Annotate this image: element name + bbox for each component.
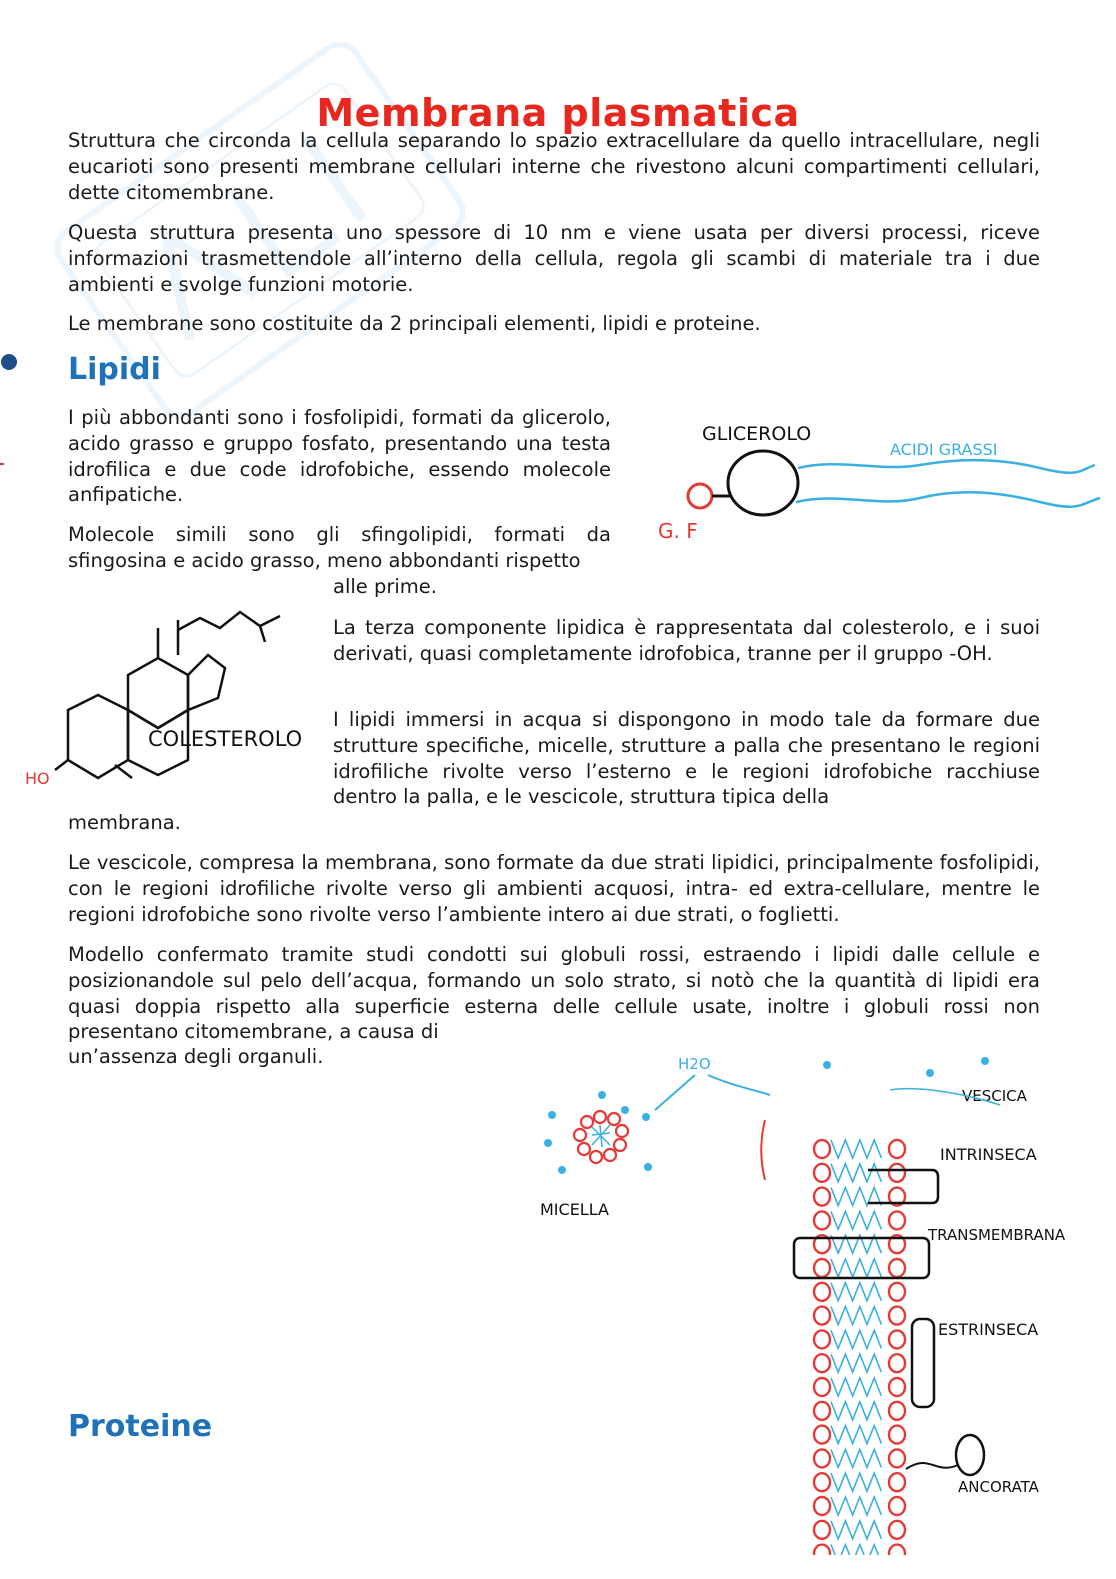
- acidi-grassi-label: ACIDI GRASSI: [890, 440, 998, 459]
- paragraph-components: Le membrane sono costituite da 2 principali elementi, lipidi e proteine.: [68, 312, 761, 335]
- lipid-tail: [831, 1354, 881, 1372]
- lipid-head-inner: [889, 1354, 905, 1372]
- lipid-head-outer: [814, 1378, 830, 1396]
- protein-estrinseca-icon: [912, 1319, 934, 1407]
- lipid-head-outer: [814, 1188, 830, 1206]
- colesterolo-label: COLESTEROLO: [148, 727, 303, 751]
- lipid-tail: [831, 1402, 881, 1420]
- ancorata-label: ANCORATA: [958, 1478, 1039, 1496]
- lipid-head-inner: [889, 1307, 905, 1325]
- estrinseca-label: ESTRINSECA: [938, 1320, 1039, 1339]
- glycerol-head-icon: [728, 451, 798, 515]
- lipid-tail: [831, 1259, 881, 1277]
- lipid-tail: [831, 1545, 881, 1555]
- heading-proteine: Proteine: [68, 1409, 213, 1444]
- lipid-head-inner: [889, 1521, 905, 1539]
- phosphate-group-icon: [688, 484, 712, 508]
- lipid-tail: [831, 1164, 881, 1182]
- lipid-head-inner: [889, 1378, 905, 1396]
- water-arrows: [655, 1075, 770, 1110]
- heading-lipidi: Lipidi: [68, 352, 161, 387]
- margin-dot-icon: [0, 353, 18, 371]
- paragraph-globuli-rossi: Modello confermato tramite studi condotti sui globuli rossi, estraendo i lipidi dalle cellule e posizionandole sul pelo dell’acqua, formando un solo strato, si notò che la quantità di lipidi era quasi doppia rispetto alla superficie esterna delle cellule usate, inoltre i globuli rossi non presentano citomembrane, a causa di: [68, 943, 1040, 1044]
- paragraph-micelle-end: membrana.: [68, 811, 181, 834]
- lipid-head-outer: [814, 1473, 830, 1491]
- lipid-tail: [831, 1521, 881, 1539]
- h2o-label: H2O: [678, 1055, 711, 1073]
- paragraph-intro: Struttura che circonda la cellula separando lo spazio extracellulare da quello intracellulare, negli eucarioti sono presenti membrane cellulari interne che rivestono alcuni compartimenti cellulari, dette citomembrane.: [68, 129, 1040, 204]
- lipid-tail: [831, 1211, 881, 1229]
- fatty-acid-tail-lower: [796, 492, 1100, 507]
- lipid-head-outer: [814, 1259, 830, 1277]
- lipid-head-outer: [814, 1211, 830, 1229]
- fatty-acid-tail-upper: [798, 460, 1095, 473]
- vescicola-label: VESCICA: [962, 1087, 1027, 1105]
- lipid-tail: [831, 1378, 881, 1396]
- lipid-head-inner: [889, 1402, 905, 1420]
- lipid-head-inner: [889, 1473, 905, 1491]
- lipid-head-outer: [814, 1521, 830, 1539]
- lipid-tail: [831, 1473, 881, 1491]
- intrinseca-label: INTRINSECA: [940, 1145, 1037, 1164]
- paragraph-fosfolipidi: I più abbondanti sono i fosfolipidi, formati da glicerolo, acido grasso e gruppo fosfato, presentando una testa idrofilica e due code idrofobiche, essendo molecole anfipatiche.: [68, 406, 611, 507]
- lipid-head-inner: [889, 1211, 905, 1229]
- phospholipid-diagram: [650, 410, 1110, 550]
- lipid-head-inner: [889, 1283, 905, 1301]
- lipid-head-outer: [814, 1545, 830, 1555]
- lipid-head-outer: [814, 1164, 830, 1182]
- margin-tick: [0, 463, 4, 465]
- lipid-head-outer: [814, 1330, 830, 1348]
- lipid-head-inner: [889, 1259, 905, 1277]
- paragraph-colesterolo: La terza componente lipidica è rappresentata dal colesterolo, e i suoi derivati, quasi completamente idrofobica, tranne per il gruppo -OH.: [333, 616, 1040, 665]
- paragraph-globuli-rossi-end: un’assenza degli organuli.: [68, 1045, 324, 1068]
- lipid-head-outer: [814, 1140, 830, 1158]
- anchor-link: [906, 1463, 958, 1469]
- lipid-head-inner: [889, 1330, 905, 1348]
- page-title: Membrana plasmatica: [316, 91, 800, 136]
- lipid-head-outer: [814, 1283, 830, 1301]
- paragraph-vescicole: Le vescicole, compresa la membrana, sono formate da due strati lipidici, principalmente fosfolipidi, con le regioni idrofiliche rivolte verso gli ambienti acquosi, intra- ed extra-cellulare, mentre le regioni idrofobiche sono rivolte verso l’ambiente intero ai due strati, o foglietti.: [68, 851, 1040, 926]
- lipid-tail: [831, 1426, 881, 1444]
- paragraph-micelle: I lipidi immersi in acqua si dispongono in modo tale da formare due strutture specifiche, micelle, strutture a palla che presentano le regioni idrofiliche rivolte verso l’esterno e le regioni idrofobiche racchiuse dentro la palla, e le vescicole, struttura tipica della: [333, 708, 1040, 809]
- lipid-tail: [831, 1330, 881, 1348]
- paragraph-sfingolipidi: Molecole simili sono gli sfingolipidi, formati da sfingosina e acido grasso, meno abbondanti rispetto: [68, 523, 611, 572]
- glicerolo-label: GLICEROLO: [702, 423, 812, 445]
- lipid-head-outer: [814, 1497, 830, 1515]
- water-molecules: [544, 1057, 989, 1174]
- lipid-head-outer: [814, 1307, 830, 1325]
- vesicle-edge: [761, 1120, 765, 1180]
- lipid-head-inner: [889, 1449, 905, 1467]
- gruppo-fosfato-label: G. F: [658, 519, 698, 543]
- paragraph-structure: Questa struttura presenta uno spessore di 10 nm e viene usata per diversi processi, riceve informazioni trasmettendole all’interno della cellula, regola gli scambi di materiale tra i due ambienti e svolge funzioni motorie.: [68, 221, 1040, 296]
- lipid-tail: [831, 1497, 881, 1515]
- cholesterol-diagram: [20, 600, 320, 800]
- transmembrana-label: TRANSMEMBRANA: [928, 1226, 1066, 1244]
- membrane-diagram: [530, 1045, 1110, 1555]
- lipid-head-outer: [814, 1402, 830, 1420]
- protein-ancorata-icon: [956, 1435, 984, 1475]
- lipid-head-inner: [889, 1426, 905, 1444]
- lipid-tail: [831, 1449, 881, 1467]
- micella-label: MICELLA: [540, 1200, 609, 1219]
- micelle-core: [592, 1125, 610, 1147]
- cholesterol-structure: [55, 612, 280, 778]
- lipid-head-inner: [889, 1140, 905, 1158]
- ho-label: HO: [25, 769, 50, 788]
- lipid-tail: [831, 1307, 881, 1325]
- lipid-head-outer: [814, 1354, 830, 1372]
- lipid-head-outer: [814, 1426, 830, 1444]
- lipid-head-outer: [814, 1449, 830, 1467]
- lipid-tail: [831, 1283, 881, 1301]
- lipid-tail: [831, 1140, 881, 1158]
- paragraph-sfingolipidi-end: alle prime.: [333, 575, 437, 598]
- lipid-head-inner: [889, 1497, 905, 1515]
- lipid-head-inner: [889, 1164, 905, 1182]
- lipid-head-inner: [889, 1545, 905, 1555]
